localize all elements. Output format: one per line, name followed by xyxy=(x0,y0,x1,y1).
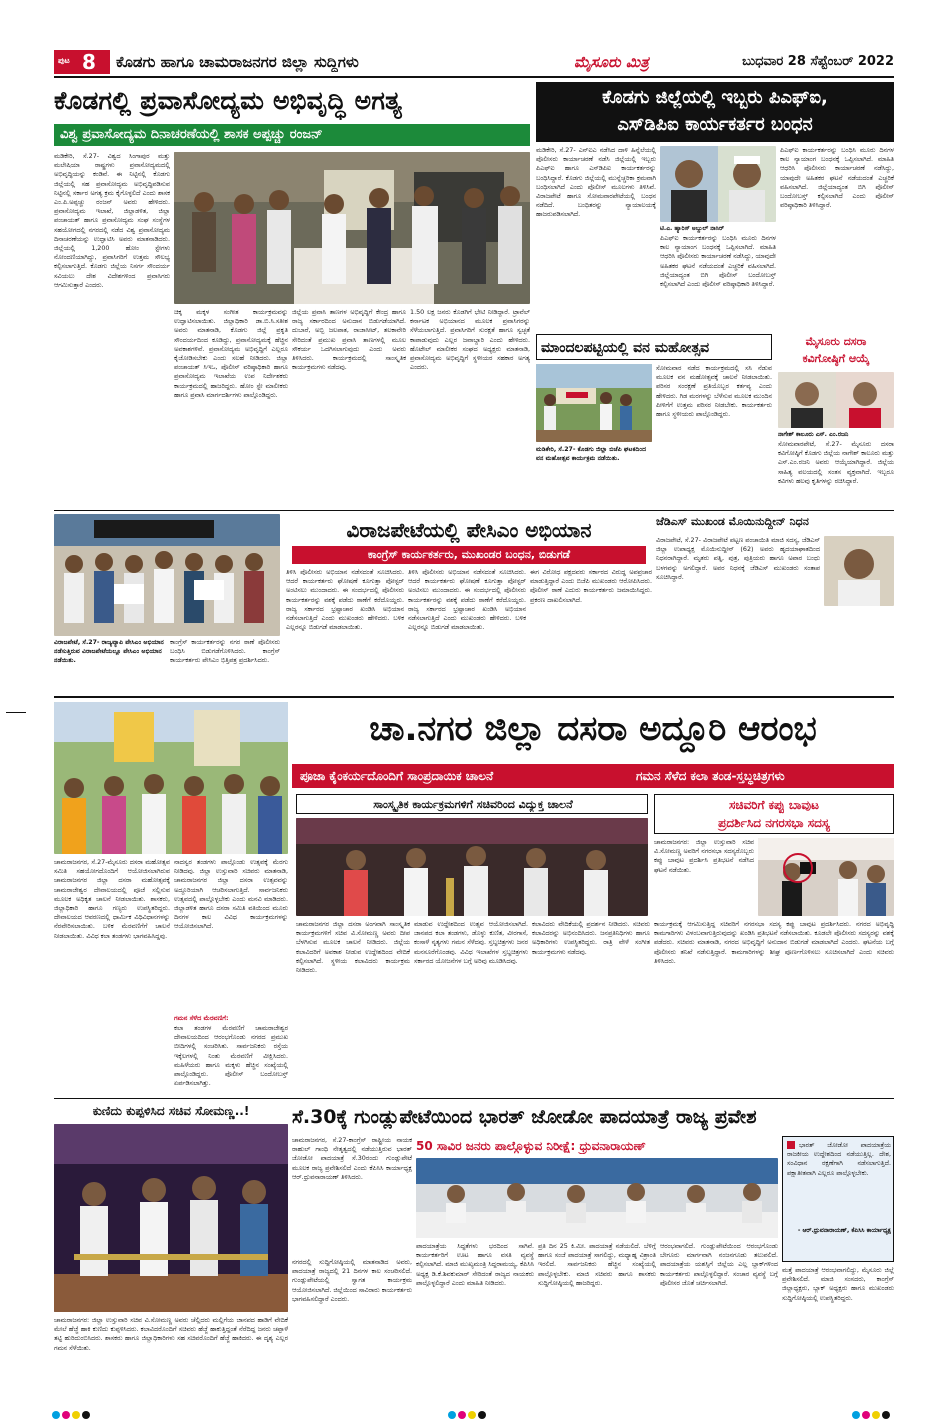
story7-body-col2: ನಾದಸ್ವರ ತಂಡಗಳು ಪಾಲ್ಗೊಂಡು ಉತ್ಸವಕ್ಕೆ ಮೆರಗು ನೀಡಿದವು. ಜಿಲ್ಲಾ ಉಸ್ತುವಾರಿ ಸಚಿವರು ಮಾತನಾಡಿ, ಚಾಮರಾಜನಗರ ಜಿಲ್ಲಾ ದಸರಾ ಉತ್ಸವವನ್ನು ಅದ್ದೂರಿಯಾಗಿ ಆಚರಿಸಲಾಗುತ್ತಿದೆ. ಸಾರ್ವಜನಿಕರು ಉತ್ಸವದಲ್ಲಿ ಪಾಲ್ಗೊಳ್ಳಬೇಕು ಎಂದು ಮನವಿ ಮಾಡಿದರು. ಜಿಲ್ಲಾಡಳಿತ ಹಾಗೂ ದಸರಾ ಸಮಿತಿ ವತಿಯಿಂದ ಮೂರು ದಿನಗಳ ಕಾಲ ವಿವಿಧ ಕಾರ್ಯಕ್ರಮಗಳನ್ನು ಆಯೋಜಿಸಲಾಗಿದೆ. xyxy=(174,858,288,931)
story7-headline: ಚಾ.ನಗರ ಜಿಲ್ಲಾ ದಸರಾ ಅದ್ದೂರಿ ಆರಂಭ xyxy=(369,709,817,749)
story3-headline-box xyxy=(536,334,772,360)
story10-headline: ಸೆ.30ಕ್ಕೆ ಗುಂಡ್ಲುಪೇಟೆಯಿಂದ ಭಾರತ್ ಜೋಡೋ ಪಾದಯಾತ್ರೆ ರಾಜ್ಯ ಪ್ರವೇಶ xyxy=(292,1106,757,1128)
story7-inner-head: ಸಾಂಸ್ಕೃತಿಕ ಕಾರ್ಯಕ್ರಮಗಳಿಗೆ ಸಚಿವರಿಂದ ವಿದ್ಯುಕ್ತ ಚಾಲನೆ xyxy=(373,798,573,811)
story2-headline-line1: ಕೊಡಗು ಜಿಲ್ಲೆಯಲ್ಲಿ ಇಬ್ಬರು ಪಿಎಫ್‌ಐ, xyxy=(602,87,828,108)
story1-subhead-bar xyxy=(54,124,530,146)
story8-photo xyxy=(758,838,894,916)
story8-headline-line1: ಸಚಿವರಿಗೆ ಕಪ್ಪು ಬಾವುಟ xyxy=(729,798,819,812)
story4-photo-caption: ನಾಗೇಶ್ ಕಾಲೂರು ಎಸ್. ಎಂ.ರಜನಿ xyxy=(778,431,849,438)
story10-quote-text: ಭಾರತ್ ಜೋಡೋ ಪಾದಯಾತ್ರೆಯ ರಾಜಕೀಯ ಉದ್ದೇಶದಿಂದ ನಡೆಯುತ್ತಿಲ್ಲ. ದೇಶ, ಸಂವಿಧಾನ ರಕ್ಷಣೆಗಾಗಿ ನಡೆಸಲಾಗುತ್ತಿದೆ. ಪಕ್ಷಾತೀತವಾಗಿ ಎಲ್ಲರೂ ಪಾಲ್ಗೊಳ್ಳಬೇಕು. xyxy=(787,1141,891,1177)
story9-headline: ಕುಣಿದು ಕುಪ್ಪಳಿಸಿದ ಸಚಿವ ಸೋಮಣ್ಣ..! xyxy=(92,1104,250,1118)
print-registration-dots-center xyxy=(448,1404,488,1423)
story10-body-col2: ಪಾದಯಾತ್ರೆಯ ಸಿದ್ಧತೆಗಳು ಭರದಿಂದ ಸಾಗಿವೆ. ಕಾರ್ಯಕರ್ತರಿಗೆ ಊಟ ಹಾಗೂ ವಸತಿ ವ್ಯವಸ್ಥೆ ಕಲ್ಪಿಸಲಾಗಿದೆ. ಮಾಜಿ ಮುಖ್ಯಮಂತ್ರಿ ಸಿದ್ದರಾಮಯ್ಯ, ಕೆಪಿಸಿಸಿ ಅಧ್ಯಕ್ಷ ಡಿ.ಕೆ.ಶಿವಕುಮಾರ್ ಸೇರಿದಂತೆ ರಾಜ್ಯದ ನಾಯಕರು ಪಾಲ್ಗೊಳ್ಳಲಿದ್ದಾರೆ ಎಂದು ಮಾಹಿತಿ ನೀಡಿದರು. xyxy=(416,1242,534,1287)
page-label: ಪುಟ xyxy=(58,56,70,65)
divider-3 xyxy=(54,1098,894,1099)
story2-body-col3: ಪಿಎಫ್‌ಐ ಕಾರ್ಯಕರ್ತರನ್ನು ಬಂಧಿಸಿ ಮೂರು ದಿನಗಳ ಕಾಲ ನ್ಯಾಯಾಂಗ ಬಂಧನಕ್ಕೆ ಒಪ್ಪಿಸಲಾಗಿದೆ. ಮಾಹಿತಿ ಆಧರಿಸಿ ಪೊಲೀಸರು ಕಾರ್ಯಾಚರಣೆ ನಡೆಸಿದ್ದು, ಯಾವುದೇ ಅಹಿತಕರ ಘಟನೆ ನಡೆಯದಂತೆ ಎಚ್ಚರಿಕೆ ವಹಿಸಲಾಗಿದೆ. ಜಿಲ್ಲೆಯಾದ್ಯಂತ ಬಿಗಿ ಪೊಲೀಸ್ ಬಂದೋಬಸ್ತ್ ಕಲ್ಪಿಸಲಾಗಿದೆ ಎಂದು ಪೊಲೀಸ್ ವರಿಷ್ಠಾಧಿಕಾರಿ ತಿಳಿಸಿದ್ದಾರೆ. xyxy=(780,146,894,210)
story7-subhead-bar xyxy=(292,764,894,788)
story3-photo-caption: ಮಡಿಕೇರಿ, ಸೆ.27- ಕೊಡಗು ಜಿಲ್ಲಾ ಬಿಜೆಪಿ ಘಟಕದಿಂದ ವನ ಮಹೋತ್ಸವ ಕಾರ್ಯಕ್ರಮ ನಡೆಯಿತು. xyxy=(536,446,647,462)
story7-body-col3: ಚಾಮರಾಜನಗರ ಜಿಲ್ಲಾ ದಸರಾ ಅಂಗವಾಗಿ ಸಾಂಸ್ಕೃತಿಕ ಕಾರ್ಯಕ್ರಮಗಳಿಗೆ ಸಚಿವ ವಿ.ಸೋಮಣ್ಣ ಅವರು ದೀಪ ಬೆಳಗಿಸುವ ಮೂಲಕ ಚಾಲನೆ ನೀಡಿದರು. ಜಿಲ್ಲೆಯ ಕಲಾವಿದರಿಗೆ ಅವಕಾಶ ನೀಡುವ ಉದ್ದೇಶದಿಂದ ವೇದಿಕೆ ಕಲ್ಪಿಸಲಾಗಿದೆ. ಸ್ಥಳೀಯ ಕಲಾವಿದರು ಕಾರ್ಯಕ್ರಮ ನೀಡಿದರು. xyxy=(296,920,410,975)
story7-side-label: ಗಮನ ಸೆಳೆದ ಮೆರವಣಿಗೆ: xyxy=(174,1014,229,1022)
story9-body: ಚಾಮರಾಜನಗರ: ಜಿಲ್ಲಾ ಉಸ್ತುವಾರಿ ಸಚಿವ ವಿ.ಸೋಮಣ್ಣ ಅವರು ಚೆಲ್ಲಿದರು ಮಲ್ಲಿಗೆಯ ಜಾನಪದ ಹಾಡಿಗೆ ವೇದಿಕೆ ಮೇಲೆ ಹೆಜ್ಜೆ ಹಾಕಿ ಕುಣಿದು ಕುಪ್ಪಳಿಸಿದರು. ಕಲಾವಿದರೊಂದಿಗೆ ಸಚಿವರು ಹೆಜ್ಜೆ ಹಾಕುತ್ತಿದ್ದಂತೆ ನೆರೆದಿದ್ದ ಜನರು ಚಪ್ಪಾಳೆ ತಟ್ಟಿ ಹುರಿದುಂಬಿಸಿದರು. ಶಾಸಕರು ಹಾಗೂ ಜಿಲ್ಲಾಧಿಕಾರಿಗಳು ಸಹ ಸಚಿವರೊಂದಿಗೆ ಹೆಜ್ಜೆ ಹಾಕಿದರು. ಈ ದೃಶ್ಯ ಎಲ್ಲರ ಗಮನ ಸೆಳೆಯಿತು. xyxy=(54,1316,288,1352)
story10-body-col3: ಪ್ರತಿ ದಿನ 25 ಕಿ.ಮೀ. ಪಾದಯಾತ್ರೆ ನಡೆಯಲಿದೆ. ಬೆಳಿಗ್ಗೆ ಹಾಗೂ ಸಂಜೆ ಪಾದಯಾತ್ರೆ ಸಾಗಲಿದ್ದು, ಮಧ್ಯಾಹ್ನ ವಿಶ್ರಾಂತಿ ಇರಲಿದೆ. ಸಾರ್ವಜನಿಕರು ಹೆಚ್ಚಿನ ಸಂಖ್ಯೆಯಲ್ಲಿ ಪಾಲ್ಗೊಳ್ಳಬೇಕು. ಮಾಜಿ ಸಚಿವರು ಹಾಗೂ ಶಾಸಕರು ಸುದ್ದಿಗೋಷ್ಠಿಯಲ್ಲಿ ಹಾಜರಿದ್ದರು. xyxy=(538,1242,656,1287)
story2-photo-caption: ಟಿ.ಎ. ಹ್ಯಾರಿಸ್ ಅಬ್ದುಲ್ ನಾಸಿರ್ xyxy=(660,225,725,232)
story5-subhead: ಕಾಂಗ್ರೆಸ್ ಕಾರ್ಯಕರ್ತರು, ಮುಖಂಡರ ಬಂಧನ, ಬಿಡುಗಡೆ xyxy=(367,548,571,561)
story5-body-col4: ಈಗ ವಿರೋಧ ಪಕ್ಷದವರು ಸರ್ಕಾರದ ವಿರುದ್ಧ ಅಪಪ್ರಚಾರ ಮಾಡುತ್ತಿದ್ದಾರೆ ಎಂದು ಬಿಜೆಪಿ ಮುಖಂಡರು ಆರೋಪಿಸಿದರು. ಪೊಲೀಸ್ ಠಾಣೆ ಎದುರು ಕಾರ್ಯಕರ್ತರು ಜಮಾಯಿಸಿದ್ದರು. ಪ್ರಕರಣ ದಾಖಲಿಸಲಾಗಿದೆ. xyxy=(530,568,652,604)
story1-headline: ಕೊಡಗಲ್ಲಿ ಪ್ರವಾಸೋದ್ಯಮ ಅಭಿವೃದ್ಧಿ ಅಗತ್ಯ xyxy=(54,86,402,115)
story3-body-col1: ಸೋಮವಾರ ನಡೆದ ಕಾರ್ಯಕ್ರಮದಲ್ಲಿ ಸಸಿ ನೆಡುವ ಮೂಲಕ ವನ ಮಹೋತ್ಸವಕ್ಕೆ ಚಾಲನೆ ನೀಡಲಾಯಿತು. ಪರಿಸರ ಸಂರಕ್ಷಣೆ ಪ್ರತಿಯೊಬ್ಬರ ಕರ್ತವ್ಯ ಎಂದು ಹೇಳಿದರು. ಗಿಡ ಮರಗಳನ್ನು ಬೆಳೆಸುವ ಮೂಲಕ ಮುಂದಿನ ಪೀಳಿಗೆಗೆ ಉತ್ತಮ ಪರಿಸರ ನೀಡಬೇಕು. ಕಾರ್ಯಕರ್ತರು ಹಾಗೂ ಸ್ಥಳೀಯರು ಪಾಲ್ಗೊಂಡಿದ್ದರು. xyxy=(656,364,772,419)
story5-subhead-bar xyxy=(292,546,646,564)
story5-body-col2: ತಿಳಿಸಿ ಪೊಲೀಸರು ಅಭಿಯಾನ ನಡೆಸದಂತೆ ಸೂಚಿಸಿದರು. ಆದರೆ ಕಾರ್ಯಕರ್ತರು ಘೋಷಣೆ ಕೂಗುತ್ತಾ ಪೋಸ್ಟರ್ ಅಂಟಿಸಲು ಮುಂದಾದರು. ಈ ಸಂದರ್ಭದಲ್ಲಿ ಪೊಲೀಸರು ಕಾರ್ಯಕರ್ತರನ್ನು ವಶಕ್ಕೆ ಪಡೆದು ಠಾಣೆಗೆ ಕರೆದೊಯ್ದರು. ರಾಜ್ಯ ಸರ್ಕಾರದ ಭ್ರಷ್ಟಾಚಾರ ಖಂಡಿಸಿ ಅಭಿಯಾನ ನಡೆಸಲಾಗುತ್ತಿದೆ ಎಂದು ಮುಖಂಡರು ಹೇಳಿದರು. ಬಳಿಕ ಎಲ್ಲರನ್ನೂ ಬಿಡುಗಡೆ ಮಾಡಲಾಯಿತು. xyxy=(286,568,404,632)
story7-body-col2b: ಕಲಾ ತಂಡಗಳ ಮೆರವಣಿಗೆ ಚಾಮರಾಜೇಶ್ವರ ದೇವಾಲಯದಿಂದ ಆರಂಭಗೊಂಡು ನಗರದ ಪ್ರಮುಖ ಬೀದಿಗಳಲ್ಲಿ ಸಂಚರಿಸಿತು. ಸಾರ್ವಜನಿಕರು ರಸ್ತೆಯ ಇಕ್ಕೆಲಗಳಲ್ಲಿ ನಿಂತು ಮೆರವಣಿಗೆ ವೀಕ್ಷಿಸಿದರು. ಮಹಿಳೆಯರು ಹಾಗೂ ಮಕ್ಕಳು ಹೆಚ್ಚಿನ ಸಂಖ್ಯೆಯಲ್ಲಿ ಪಾಲ್ಗೊಂಡಿದ್ದರು. ಪೊಲೀಸ್ ಬಂದೋಬಸ್ತ್ ಏರ್ಪಡಿಸಲಾಗಿತ್ತು. xyxy=(174,1024,288,1088)
story5-photo xyxy=(54,514,280,636)
story10-subhead-box xyxy=(416,1136,778,1156)
story7-inner-head-box xyxy=(296,794,648,814)
story4-headline-line1: ಮೈಸೂರು ದಸರಾ xyxy=(805,335,867,348)
story1-body-col1: ಮಡಿಕೇರಿ, ಸೆ.27- ವಿಶ್ವದ ಸಿಂಗಾಪುರ ಮತ್ತು ಮಲೇಷಿಯಾ ರಾಷ್ಟ್ರಗಳು ಪ್ರವಾಸೋದ್ಯಮದಲ್ಲಿ ಅಭಿವೃದ್ಧಿಯನ್ನು ಕಂಡಿವೆ. ಈ ನಿಟ್ಟಿನಲ್ಲಿ ಕೊಡಗು ಜಿಲ್ಲೆಯಲ್ಲಿ ಸಹ ಪ್ರವಾಸೋದ್ಯಮ ಅಭಿವೃದ್ಧಿಪಡಿಸುವ ನಿಟ್ಟಿನಲ್ಲಿ ಸರ್ಕಾರ ಅಗತ್ಯ ಕ್ರಮ ಕೈಗೊಳ್ಳಲಿದೆ ಎಂದು ಶಾಸಕ ಎಂ.ಪಿ.ಅಪ್ಪಚ್ಚು ರಂಜನ್ ಅವರು ಹೇಳಿದರು. ಪ್ರವಾಸೋದ್ಯಮ ಇಲಾಖೆ, ಜಿಲ್ಲಾಡಳಿತ, ಜಿಲ್ಲಾ ಪಂಚಾಯತ್ ಹಾಗೂ ಪ್ರವಾಸೋದ್ಯಮ ಸಂಘ ಸಂಸ್ಥೆಗಳ ಸಹಯೋಗದಲ್ಲಿ ನಗರದಲ್ಲಿ ನಡೆದ ವಿಶ್ವ ಪ್ರವಾಸೋದ್ಯಮ ದಿನಾಚರಣೆಯನ್ನು ಉದ್ಘಾಟಿಸಿ ಅವರು ಮಾತನಾಡಿದರು. ಜಿಲ್ಲೆಯಲ್ಲಿ 1,200 ಹೋಂ ಸ್ಟೇಗಳು ನೋಂದಣಿಯಾಗಿದ್ದು, ಪ್ರವಾಸಿಗರಿಗೆ ಉತ್ತಮ ಸೌಲಭ್ಯ ಕಲ್ಪಿಸಲಾಗುತ್ತಿದೆ. ಕೊಡಗು ಜಿಲ್ಲೆಯ ನಿಸರ್ಗ ಸೌಂದರ್ಯ ಸವಿಯಲು ದೇಶ ವಿದೇಶಗಳಿಂದ ಪ್ರವಾಸಿಗರು ಆಗಮಿಸುತ್ತಾರೆ ಎಂದರು. xyxy=(54,152,170,289)
story7-body-col4: ಮಾಡುವ ಉದ್ದೇಶದಿಂದ ಉತ್ಸವ ಆಯೋಜಿಸಲಾಗಿದೆ. ಜಾನಪದ ಕಲಾ ತಂಡಗಳು, ಡೊಳ್ಳು ಕುಣಿತ, ವೀರಗಾಸೆ, ಕಂಸಾಳೆ ನೃತ್ಯಗಳು ಗಮನ ಸೆಳೆದವು. ಸ್ತಬ್ಧಚಿತ್ರಗಳು ಜನರ ಮನಸೂರೆಗೊಂಡವು. ವಿವಿಧ ಇಲಾಖೆಗಳ ಸ್ತಬ್ಧಚಿತ್ರಗಳು ಸರ್ಕಾರದ ಯೋಜನೆಗಳ ಬಗ್ಗೆ ಅರಿವು ಮೂಡಿಸಿದವು. xyxy=(414,920,528,965)
story1-photo xyxy=(174,152,530,304)
story7-subhead-right: ಗಮನ ಸೆಳೆದ ಕಲಾ ತಂಡ-ಸ್ತಬ್ಧಚಿತ್ರಗಳು xyxy=(636,769,785,783)
story3-photo xyxy=(536,364,652,442)
story2-headline-box xyxy=(536,82,894,142)
masthead-rule xyxy=(54,76,894,78)
story1-body-col4: 1.50 ಲಕ್ಷ ಜನರು ಕೊಡಗಿಗೆ ಭೇಟಿ ನೀಡಿದ್ದಾರೆ. ಟ್ರಾವೆಲ್ ಕರ್ನಾಟಕ ಅಭಿಯಾನದ ಮೂಲಕ ಪ್ರವಾಸಿಗರನ್ನು ಸೆಳೆಯಲಾಗುತ್ತಿದೆ. ಪ್ರವಾಸಿಗರಿಗೆ ಸುರಕ್ಷತೆ ಹಾಗೂ ಸ್ವಚ್ಛತೆ ಕಾಪಾಡುವುದು ಎಲ್ಲರ ಜವಾಬ್ದಾರಿ ಎಂದು ಹೇಳಿದರು. ಹೊಟೇಲ್ ಮಾಲೀಕರ ಸಂಘದ ಅಧ್ಯಕ್ಷರು ಮಾತನಾಡಿ, ಪ್ರವಾಸೋದ್ಯಮ ಅಭಿವೃದ್ಧಿಗೆ ಸ್ಥಳೀಯರ ಸಹಕಾರ ಅಗತ್ಯ ಎಂದರು. xyxy=(410,308,530,372)
story5-headline-box xyxy=(286,514,652,546)
divider-1 xyxy=(54,510,894,511)
story8-headline-line2: ಪ್ರದರ್ಶಿಸಿದ ನಗರಸಭಾ ಸದಸ್ಯ xyxy=(718,816,830,830)
print-registration-dots-right xyxy=(852,1404,892,1423)
story10-body-col5: ಮತ್ತೆ ಪಾದಯಾತ್ರೆ ಆರಂಭವಾಗಲಿದ್ದು, ಮೈಸೂರು ಜಿಲ್ಲೆ ಪ್ರವೇಶಿಸಲಿದೆ. ಮಾಜಿ ಸಂಸದರು, ಕಾಂಗ್ರೆಸ್ ಜಿಲ್ಲಾಧ್ಯಕ್ಷರು, ಬ್ಲಾಕ್ ಅಧ್ಯಕ್ಷರು ಹಾಗೂ ಮುಖಂಡರು ಸುದ್ದಿಗೋಷ್ಠಿಯಲ್ಲಿ ಉಪಸ್ಥಿತರಿದ್ದರು. xyxy=(782,1266,894,1302)
story5-photo-caption: ವಿರಾಜಪೇಟೆ, ಸೆ.27- ರಾಜ್ಯವ್ಯಾಪಿ ಪೇಸಿಎಂ ಅಭಿಯಾನ ನಡೆಸುತ್ತಿರುವ ವಿರಾಜಪೇಟೆಯಲ್ಲೂ ಪೇಸಿಎಂ ಅಭಿಯಾನ ನಡೆಯಿತು. xyxy=(54,639,164,664)
story8-headline-box xyxy=(654,794,894,834)
story6-photo xyxy=(824,536,894,606)
story8-body-col1: ಚಾಮರಾಜನಗರ: ಜಿಲ್ಲಾ ಉಸ್ತುವಾರಿ ಸಚಿವ ವಿ.ಸೋಮಣ್ಣ ಅವರಿಗೆ ನಗರಸಭಾ ಸದಸ್ಯರೊಬ್ಬರು ಕಪ್ಪು ಬಾವುಟ ಪ್ರದರ್ಶಿಸಿ ಪ್ರತಿಭಟನೆ ನಡೆಸಿದ ಘಟನೆ ನಡೆಯಿತು. xyxy=(654,838,754,874)
story4-headline-box xyxy=(778,334,894,370)
story4-photo xyxy=(778,372,894,428)
story1-body-col2: ಚಿಕ್ಕ ಮಕ್ಕಳ ಸಂಗೀತ ಕಾರ್ಯಕ್ರಮವನ್ನು ಉದ್ಘಾಟಿಸಲಾಯಿತು. ಜಿಲ್ಲಾಧಿಕಾರಿ ಡಾ.ಬಿ.ಸಿ.ಸತೀಶ ಅವರು ಮಾತನಾಡಿ, ಕೊಡಗು ಜಿಲ್ಲೆ ಪ್ರಕೃತಿ ಸೌಂದರ್ಯದಿಂದ ಕೂಡಿದ್ದು, ಪ್ರವಾಸೋದ್ಯಮಕ್ಕೆ ಹೆಚ್ಚಿನ ಅವಕಾಶಗಳಿವೆ. ಪ್ರವಾಸೋದ್ಯಮ ಅಭಿವೃದ್ಧಿಗೆ ಎಲ್ಲರೂ ಕೈಜೋಡಿಸಬೇಕು ಎಂದು ಸಲಹೆ ನೀಡಿದರು. ಜಿಲ್ಲಾ ಪಂಚಾಯತ್ ಸಿಇಒ, ಪೊಲೀಸ್ ವರಿಷ್ಠಾಧಿಕಾರಿ ಹಾಗೂ ಪ್ರವಾಸೋದ್ಯಮ ಇಲಾಖೆಯ ಉಪ ನಿರ್ದೇಶಕರು ಕಾರ್ಯಕ್ರಮದಲ್ಲಿ ಹಾಜರಿದ್ದರು. ಹೋಂ ಸ್ಟೇ ಮಾಲೀಕರು ಹಾಗೂ ಪ್ರವಾಸಿ ಮಾರ್ಗದರ್ಶಿಗಳು ಪಾಲ್ಗೊಂಡಿದ್ದರು. xyxy=(174,308,288,399)
story8-body-col2: ಕಾರ್ಯಕ್ರಮಕ್ಕೆ ಆಗಮಿಸುತ್ತಿದ್ದ ಸಚಿವರಿಗೆ ನಗರಸಭಾ ಸದಸ್ಯ ಕಪ್ಪು ಬಾವುಟ ಪ್ರದರ್ಶಿಸಿದರು. ನಗರದ ಅಭಿವೃದ್ಧಿ ಕಾಮಗಾರಿಗಳು ವಿಳಂಬವಾಗುತ್ತಿರುವುದನ್ನು ಖಂಡಿಸಿ ಪ್ರತಿಭಟನೆ ನಡೆಸಲಾಯಿತು. ಕೂಡಲೇ ಪೊಲೀಸರು ಸದಸ್ಯರನ್ನು ವಶಕ್ಕೆ ಪಡೆದರು. ಸಚಿವರು ಮಾತನಾಡಿ, ನಗರದ ಅಭಿವೃದ್ಧಿಗೆ ಅನುದಾನ ಬಿಡುಗಡೆ ಮಾಡಲಾಗಿದೆ ಎಂದರು. ಘಟನೆಯ ಬಗ್ಗೆ ಪೊಲೀಸರು ತನಿಖೆ ನಡೆಸುತ್ತಿದ್ದಾರೆ. ಕಾಮಗಾರಿಗಳನ್ನು ಶೀಘ್ರ ಪೂರ್ಣಗೊಳಿಸಲು ಸೂಚಿಸಲಾಗಿದೆ ಎಂದು ಸಚಿವರು ತಿಳಿಸಿದರು. xyxy=(654,920,894,965)
story3-headline: ಮಾಂದಲಪಟ್ಟಿಯಲ್ಲಿ ವನ ಮಹೋತ್ಸವ xyxy=(541,340,710,356)
story2-photo xyxy=(660,146,776,222)
story1-subhead: ವಿಶ್ವ ಪ್ರವಾಸೋದ್ಯಮ ದಿನಾಚರಣೆಯಲ್ಲಿ ಶಾಸಕ ಅಪ್ಪಚ್ಚು ರಂಜನ್ xyxy=(60,127,323,142)
paper-name: ಮೈಸೂರು ಮಿತ್ರ xyxy=(574,53,649,71)
story10-subhead: 50 ಸಾವಿರ ಜನರು ಪಾಲ್ಗೊಳ್ಳುವ ನಿರೀಕ್ಷೆ: ಧ್ರುವನಾರಾಯಣ್ xyxy=(416,1139,646,1153)
story10-quote-byline: - ಆರ್.ಧ್ರುವನಾರಾಯಣ್, ಕೆಪಿಸಿಸಿ ಕಾರ್ಯಾಧ್ಯಕ್ಷ xyxy=(797,1227,891,1234)
story10-body-col4: ಆರಂಭವಾಗಲಿದೆ. ಗುಂಡ್ಲುಪೇಟೆಯಿಂದ ಆರಂಭಗೊಂಡು ಬೇಗೂರು ಮಾರ್ಗವಾಗಿ ನಂಜನಗೂಡು ತಲುಪಲಿದೆ. ಪಾದಯಾತ್ರೆಯ ಯಶಸ್ಸಿಗೆ ಜಿಲ್ಲೆಯ ಎಲ್ಲ ಬ್ಲಾಕ್‌ಗಳಿಂದ ಕಾರ್ಯಕರ್ತರು ಪಾಲ್ಗೊಳ್ಳಲಿದ್ದಾರೆ. ಸಂಚಾರ ವ್ಯವಸ್ಥೆ ಬಗ್ಗೆ ಪೊಲೀಸರ ಜೊತೆ ಚರ್ಚಿಸಲಾಗಿದೆ. xyxy=(660,1242,778,1287)
section-title: ಕೊಡಗು ಹಾಗೂ ಚಾಮರಾಜನಗರ ಜಿಲ್ಲಾ ಸುದ್ದಿಗಳು xyxy=(116,53,359,71)
story6-headline: ಜೆಡಿಎಸ್ ಮುಖಂಡ ಮೊಯಿನುದ್ದೀನ್ ನಿಧನ xyxy=(656,515,809,528)
print-registration-dots-left xyxy=(52,1404,92,1423)
story5-body-col1: ಕಾಂಗ್ರೆಸ್ ಕಾರ್ಯಕರ್ತರನ್ನು ನಗರ ಠಾಣೆ ಪೊಲೀಸರು ಬಂಧಿಸಿ ಬಿಡುಗಡೆಗೊಳಿಸಿದರು. ಕಾಂಗ್ರೆಸ್ ಕಾರ್ಯಕರ್ತರು ಪೇಸಿಎಂ ಭಿತ್ತಿಪತ್ರ ಪ್ರದರ್ಶಿಸಿದರು. xyxy=(170,638,280,665)
story2-headline-line2: ಎಸ್‌ಡಿಪಿಐ ಕಾರ್ಯಕರ್ತರ ಬಂಧನ xyxy=(617,114,813,135)
story7-body-col1: ಚಾಮರಾಜನಗರ, ಸೆ.27-ಮೈಸೂರು ದಸರಾ ಮಹೋತ್ಸವ ಸಮಿತಿ ಸಹಯೋಗದೊಂದಿಗೆ ಆಯೋಜಿಸಲಾಗಿರುವ ಚಾಮರಾಜನಗರ ಜಿಲ್ಲಾ ದಸರಾ ಮಹೋತ್ಸವಕ್ಕೆ ಚಾಮರಾಜೇಶ್ವರ ದೇವಾಲಯದಲ್ಲಿ ಪೂಜೆ ಸಲ್ಲಿಸುವ ಮೂಲಕ ಅಧಿಕೃತ ಚಾಲನೆ ನೀಡಲಾಯಿತು. ಶಾಸಕರು, ಜಿಲ್ಲಾಧಿಕಾರಿ ಹಾಗೂ ಗಣ್ಯರು ಉಪಸ್ಥಿತರಿದ್ದರು. ದೇವಾಲಯದ ಆವರಣದಲ್ಲಿ ಧಾರ್ಮಿಕ ವಿಧಿವಿಧಾನಗಳನ್ನು ನೆರವೇರಿಸಲಾಯಿತು. ಬಳಿಕ ಮೆರವಣಿಗೆಗೆ ಚಾಲನೆ ನೀಡಲಾಯಿತು. ವಿವಿಧ ಕಲಾ ತಂಡಗಳು ಭಾಗವಹಿಸಿದ್ದವು. xyxy=(54,858,170,940)
divider-2 xyxy=(54,696,894,698)
story10-body-col1: ಚಾಮರಾಜನಗರ, ಸೆ.27-ಕಾಂಗ್ರೆಸ್ ರಾಷ್ಟ್ರೀಯ ನಾಯಕ ರಾಹುಲ್ ಗಾಂಧಿ ನೇತೃತ್ವದಲ್ಲಿ ನಡೆಯುತ್ತಿರುವ ಭಾರತ್ ಜೋಡೋ ಪಾದಯಾತ್ರೆ ಸೆ.30ರಂದು ಗುಂಡ್ಲುಪೇಟೆ ಮೂಲಕ ರಾಜ್ಯ ಪ್ರವೇಶಿಸಲಿದೆ ಎಂದು ಕೆಪಿಸಿಸಿ ಕಾರ್ಯಾಧ್ಯಕ್ಷ ಆರ್.ಧ್ರುವನಾರಾಯಣ್ ತಿಳಿಸಿದರು. xyxy=(292,1136,412,1181)
story2-body-col2: ಪಿಎಫ್‌ಐ ಕಾರ್ಯಕರ್ತರನ್ನು ಬಂಧಿಸಿ ಮೂರು ದಿನಗಳ ಕಾಲ ನ್ಯಾಯಾಂಗ ಬಂಧನಕ್ಕೆ ಒಪ್ಪಿಸಲಾಗಿದೆ. ಮಾಹಿತಿ ಆಧರಿಸಿ ಪೊಲೀಸರು ಕಾರ್ಯಾಚರಣೆ ನಡೆಸಿದ್ದು, ಯಾವುದೇ ಅಹಿತಕರ ಘಟನೆ ನಡೆಯದಂತೆ ಎಚ್ಚರಿಕೆ ವಹಿಸಲಾಗಿದೆ. ಜಿಲ್ಲೆಯಾದ್ಯಂತ ಬಿಗಿ ಪೊಲೀಸ್ ಬಂದೋಬಸ್ತ್ ಕಲ್ಪಿಸಲಾಗಿದೆ ಎಂದು ಪೊಲೀಸ್ ವರಿಷ್ಠಾಧಿಕಾರಿ ತಿಳಿಸಿದ್ದಾರೆ. xyxy=(660,234,776,289)
page-number: 8 xyxy=(82,50,96,74)
story6-body: ವಿರಾಜಪೇಟೆ, ಸೆ.27- ವಿರಾಜಪೇಟೆ ಪಟ್ಟಣ ಪಂಚಾಯಿತಿ ಮಾಜಿ ಸದಸ್ಯ, ಜೆಡಿಎಸ್ ಜಿಲ್ಲಾ ಉಪಾಧ್ಯಕ್ಷ ಮೊಯಿನುದ್ದೀನ್ (62) ಅವರು ಹೃದಯಾಘಾತದಿಂದ ನಿಧನರಾಗಿದ್ದಾರೆ. ಮೃತರು ಪತ್ನಿ, ಪುತ್ರ, ಪುತ್ರಿಯರು ಹಾಗೂ ಅಪಾರ ಬಂಧು ಬಳಗವನ್ನು ಅಗಲಿದ್ದಾರೆ. ಅವರ ನಿಧನಕ್ಕೆ ಜೆಡಿಎಸ್ ಮುಖಂಡರು ಸಂತಾಪ ಸೂಚಿಸಿದ್ದಾರೆ. xyxy=(656,536,820,581)
story7-body-col5: ಕಲಾವಿದರು ವೇದಿಕೆಯಲ್ಲಿ ಪ್ರದರ್ಶನ ನೀಡಿದರು. ಸಚಿವರು ಕಲಾವಿದರನ್ನು ಅಭಿನಂದಿಸಿದರು. ಜನಪ್ರತಿನಿಧಿಗಳು ಹಾಗೂ ಅಧಿಕಾರಿಗಳು ಉಪಸ್ಥಿತರಿದ್ದರು. ರಾತ್ರಿ ವೇಳೆ ಸಂಗೀತ ಕಾರ್ಯಕ್ರಮಗಳು ನಡೆದವು. xyxy=(532,920,650,956)
margin-crop-mark xyxy=(6,712,26,713)
story7-photo-main xyxy=(54,702,288,854)
story10-body-col1b: ನಗರದಲ್ಲಿ ಸುದ್ದಿಗೋಷ್ಠಿಯಲ್ಲಿ ಮಾತನಾಡಿದ ಅವರು, ಪಾದಯಾತ್ರೆ ರಾಜ್ಯದಲ್ಲಿ 21 ದಿನಗಳ ಕಾಲ ಸಂಚರಿಸಲಿದೆ. ಗುಂಡ್ಲುಪೇಟೆಯಲ್ಲಿ ಸ್ವಾಗತ ಕಾರ್ಯಕ್ರಮ ಆಯೋಜಿಸಲಾಗಿದೆ. ಜಿಲ್ಲೆಯಿಂದ ಸಾವಿರಾರು ಕಾರ್ಯಕರ್ತರು ಭಾಗವಹಿಸಲಿದ್ದಾರೆ ಎಂದರು. xyxy=(292,1258,412,1303)
story9-headline-box xyxy=(54,1102,288,1122)
story7-photo-stage xyxy=(296,818,648,916)
story9-photo xyxy=(54,1124,288,1312)
story4-body: ಸೋಮವಾರಪೇಟೆ, ಸೆ.27- ಮೈಸೂರು ದಸರಾ ಕವಿಗೋಷ್ಠಿಗೆ ಕೊಡಗು ಜಿಲ್ಲೆಯ ನಾಗೇಶ್ ಕಾಲೂರು ಮತ್ತು ಎಸ್.ಎಂ.ರಜನಿ ಅವರು ಆಯ್ಕೆಯಾಗಿದ್ದಾರೆ. ಜಿಲ್ಲೆಯ ಸಾಹಿತ್ಯ ವಲಯದಲ್ಲಿ ಸಂತಸ ವ್ಯಕ್ತವಾಗಿದೆ. ಇಬ್ಬರೂ ಕವಿಗಳು ಹಲವು ಕೃತಿಗಳನ್ನು ರಚಿಸಿದ್ದಾರೆ. xyxy=(778,440,894,485)
masthead xyxy=(54,50,894,74)
story7-subhead-left: ಪೂಜಾ ಕೈಂಕರ್ಯದೊಂದಿಗೆ ಸಾಂಪ್ರದಾಯಿಕ ಚಾಲನೆ xyxy=(300,769,494,783)
story1-body-col3: ಜಿಲ್ಲೆಯ ಪ್ರವಾಸಿ ತಾಣಗಳ ಅಭಿವೃದ್ಧಿಗೆ ಕೇಂದ್ರ ಹಾಗೂ ರಾಜ್ಯ ಸರ್ಕಾರದಿಂದ ಅನುದಾನ ಬಿಡುಗಡೆಯಾಗಿದೆ. ದುಬಾರೆ, ಅಬ್ಬಿ ಜಲಪಾತ, ರಾಜಾಸೀಟ್, ತಲಕಾವೇರಿ ಸೇರಿದಂತೆ ಪ್ರಮುಖ ಪ್ರವಾಸಿ ತಾಣಗಳಲ್ಲಿ ಮೂಲ ಸೌಕರ್ಯ ಒದಗಿಸಲಾಗುವುದು ಎಂದು ಅವರು ತಿಳಿಸಿದರು. ಕಾರ್ಯಕ್ರಮದಲ್ಲಿ ಸಾಂಸ್ಕೃತಿಕ ಕಾರ್ಯಕ್ರಮಗಳು ನಡೆದವು. xyxy=(292,308,406,372)
story5-headline: ವಿರಾಜಪೇಟೆಯಲ್ಲಿ ಪೇಸಿಎಂ ಅಭಿಯಾನ xyxy=(346,518,592,542)
story6-headline-box xyxy=(656,514,894,532)
story7-side-label-bar xyxy=(174,1014,288,1024)
story2-body-col1: ಮಡಿಕೇರಿ, ಸೆ.27- ಎನ್‌ಐಎ ನಡೆಸಿದ ದಾಳಿ ಹಿನ್ನೆಲೆಯಲ್ಲಿ ಪೊಲೀಸರು ಕಾರ್ಯಾಚರಣೆ ನಡೆಸಿ ಜಿಲ್ಲೆಯಲ್ಲಿ ಇಬ್ಬರು ಪಿಎಫ್‌ಐ ಹಾಗೂ ಎಸ್‌ಡಿಪಿಐ ಕಾರ್ಯಕರ್ತರನ್ನು ಬಂಧಿಸಿದ್ದಾರೆ. ಕೊಡಗು ಜಿಲ್ಲೆಯಲ್ಲಿ ಮುನ್ನೆಚ್ಚರಿಕಾ ಕ್ರಮವಾಗಿ ಬಂಧಿಸಲಾಗಿದೆ ಎಂದು ಪೊಲೀಸ್ ಮೂಲಗಳು ತಿಳಿಸಿವೆ. ವಿರಾಜಪೇಟೆ ಹಾಗೂ ಸೋಮವಾರಪೇಟೆಯಲ್ಲಿ ಬಂಧನ ನಡೆದಿದೆ. ಬಂಧಿತರನ್ನು ನ್ಯಾಯಾಲಯಕ್ಕೆ ಹಾಜರುಪಡಿಸಲಾಗಿದೆ. xyxy=(536,146,656,219)
issue-date: ಬುಧವಾರ 28 ಸೆಪ್ಟೆಂಬರ್ 2022 xyxy=(742,54,894,69)
story10-quote-box xyxy=(782,1136,894,1262)
story10-photo xyxy=(416,1158,778,1238)
page-number-badge xyxy=(54,50,110,74)
story4-headline-line2: ಕವಿಗೋಷ್ಠಿಗೆ ಆಯ್ಕೆ xyxy=(802,352,870,365)
story5-body-col3: ತಿಳಿಸಿ ಪೊಲೀಸರು ಅಭಿಯಾನ ನಡೆಸದಂತೆ ಸೂಚಿಸಿದರು. ಆದರೆ ಕಾರ್ಯಕರ್ತರು ಘೋಷಣೆ ಕೂಗುತ್ತಾ ಪೋಸ್ಟರ್ ಅಂಟಿಸಲು ಮುಂದಾದರು. ಈ ಸಂದರ್ಭದಲ್ಲಿ ಪೊಲೀಸರು ಕಾರ್ಯಕರ್ತರನ್ನು ವಶಕ್ಕೆ ಪಡೆದು ಠಾಣೆಗೆ ಕರೆದೊಯ್ದರು. ರಾಜ್ಯ ಸರ್ಕಾರದ ಭ್ರಷ್ಟಾಚಾರ ಖಂಡಿಸಿ ಅಭಿಯಾನ ನಡೆಸಲಾಗುತ್ತಿದೆ ಎಂದು ಮುಖಂಡರು ಹೇಳಿದರು. ಬಳಿಕ ಎಲ್ಲರನ್ನೂ ಬಿಡುಗಡೆ ಮಾಡಲಾಯಿತು. xyxy=(408,568,526,632)
